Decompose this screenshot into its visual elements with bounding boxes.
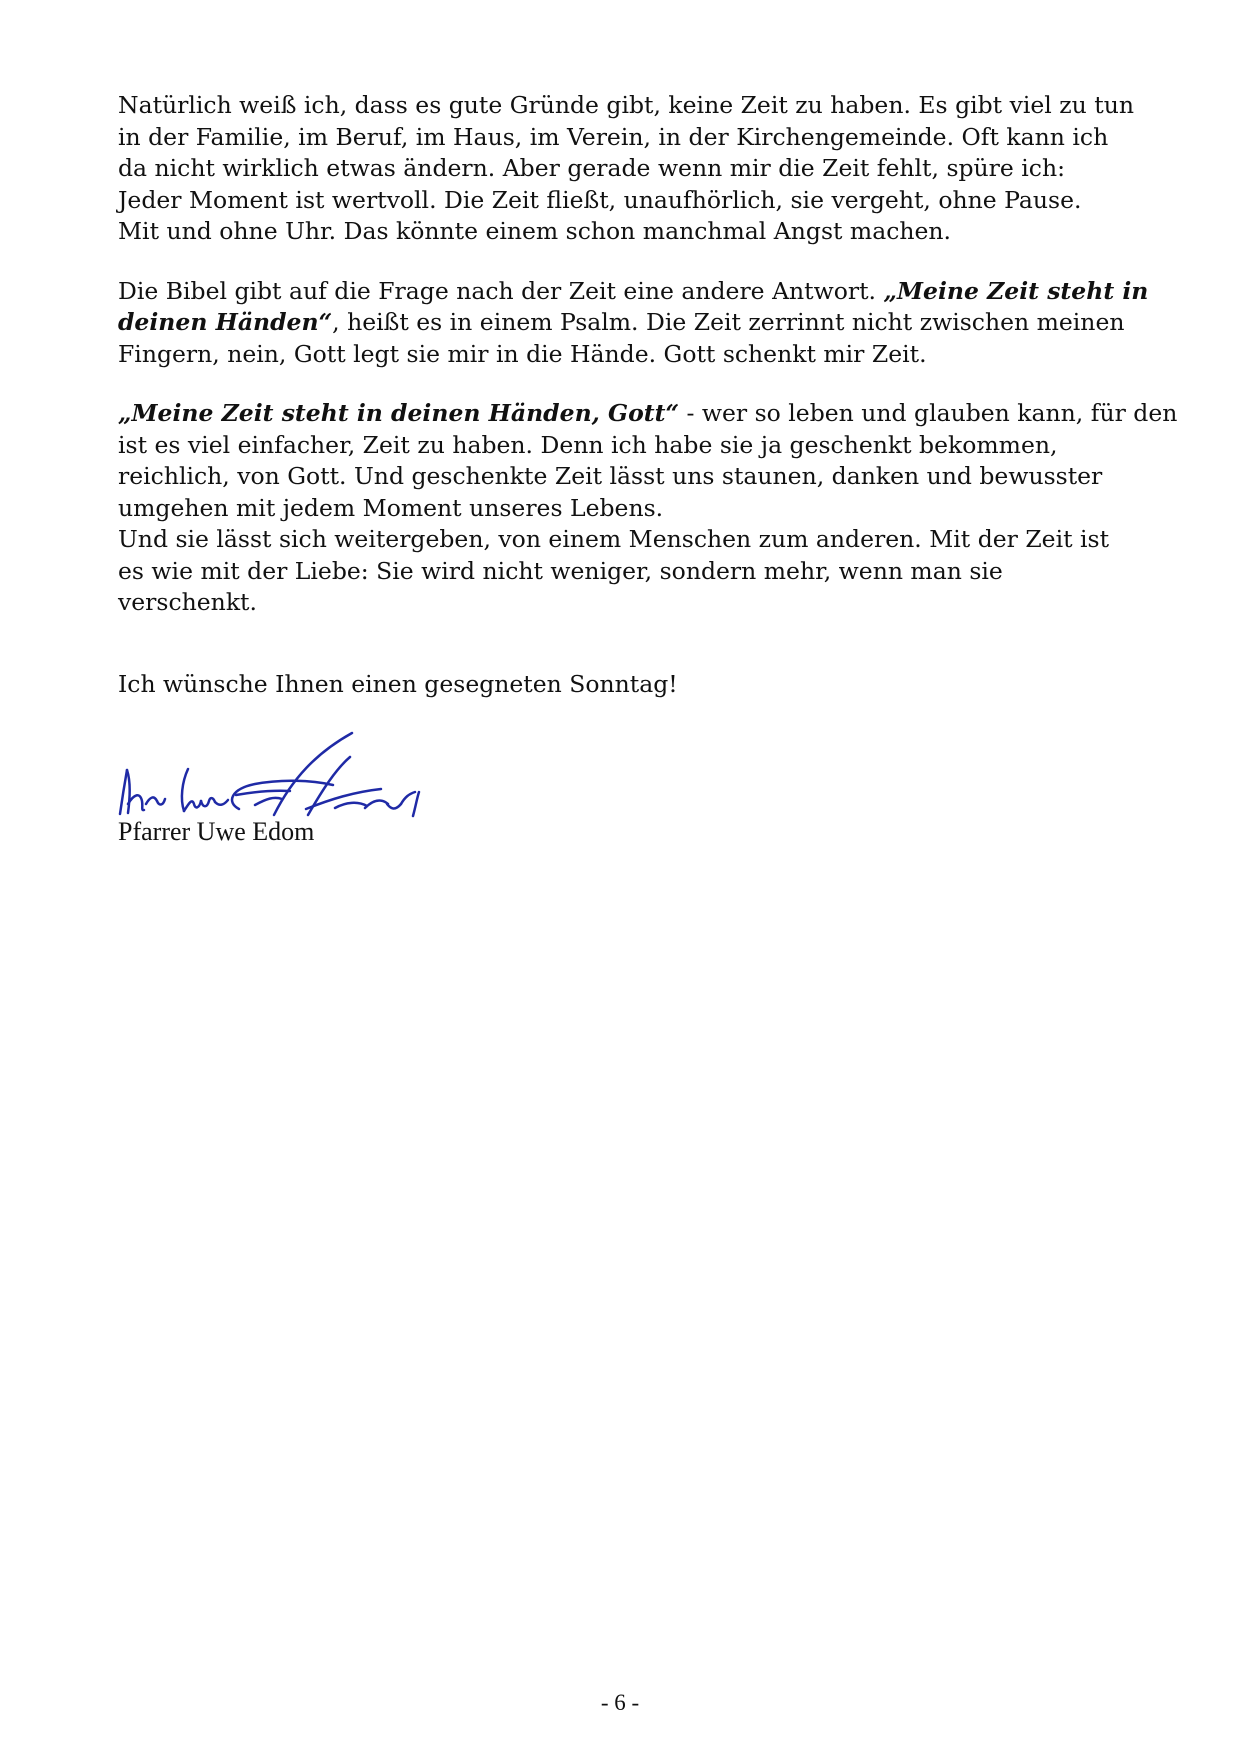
paragraph-3-line-7: verschenkt. bbox=[118, 588, 257, 616]
signer-name: Pfarrer Uwe Edom bbox=[118, 817, 315, 846]
paragraph-3-line-1-text: - wer so leben und glauben kann, für den bbox=[678, 399, 1178, 427]
psalm-quote-end: deinen Händen“ bbox=[118, 308, 333, 336]
paragraph-3-line-5: Und sie lässt sich weitergeben, von einem Menschen zum anderen. Mit der Zeit ist bbox=[118, 525, 1110, 553]
paragraph-1-line-2: in der Familie, im Beruf, im Haus, im Verein, in der Kirchengemeinde. Oft kann ich bbox=[118, 122, 1109, 151]
closing-line: Ich wünsche Ihnen einen gesegneten Sonntag! bbox=[118, 669, 678, 698]
paragraph-2-line-1 bbox=[118, 276, 1149, 308]
paragraph-3-line-2: ist es viel einfacher, Zeit zu haben. Denn ich habe sie ja geschenkt bekommen, bbox=[118, 430, 1058, 459]
psalm-quote-full: „Meine Zeit steht in deinen Händen, Gott“ bbox=[118, 399, 679, 427]
paragraph-2-line-2 bbox=[118, 307, 1138, 339]
page-number: - 6 - bbox=[600, 1690, 640, 1715]
paragraph-3-line-1 bbox=[118, 398, 1178, 430]
paragraph-3-line-3: reichlich, von Gott. Und geschenkte Zeit lässt uns staunen, danken und bewusster bbox=[118, 462, 1103, 490]
paragraph-2-line-3: Fingern, nein, Gott legt sie mir in die Hände. Gott schenkt mir Zeit. bbox=[118, 339, 927, 368]
paragraph-1 bbox=[118, 90, 1138, 248]
paragraph-2-line-1-text: Die Bibel gibt auf die Frage nach der Zeit eine andere Antwort. bbox=[118, 276, 884, 305]
letter-body bbox=[118, 90, 1178, 700]
paragraph-3 bbox=[118, 398, 1178, 619]
paragraph-1-line-5: Mit und ohne Uhr. Das könnte einem schon manchmal Angst machen. bbox=[118, 217, 952, 245]
paragraph-1-line-4: Jeder Moment ist wertvoll. Die Zeit fließt, unaufhörlich, sie vergeht, ohne Pause. bbox=[118, 185, 1082, 214]
psalm-quote-start: „Meine Zeit steht in bbox=[883, 276, 1149, 305]
paragraph-3-line-4: umgehen mit jedem Moment unseres Lebens. bbox=[118, 493, 664, 522]
paragraph-3-line-6: es wie mit der Liebe: Sie wird nicht weniger, sondern mehr, wenn man sie bbox=[118, 556, 1003, 585]
paragraph-2-line-2-text: , heißt es in einem Psalm. Die Zeit zerrinnt nicht zwischen meinen bbox=[332, 308, 1125, 336]
paragraph-2 bbox=[118, 276, 1149, 371]
paragraph-1-line-3: da nicht wirklich etwas ändern. Aber gerade wenn mir die Zeit fehlt, spüre ich: bbox=[118, 154, 1066, 182]
paragraph-1-line-1: Natürlich weiß ich, dass es gute Gründe gibt, keine Zeit zu haben. Es gibt viel zu tun bbox=[118, 91, 1134, 119]
handwritten-signature bbox=[110, 722, 435, 832]
